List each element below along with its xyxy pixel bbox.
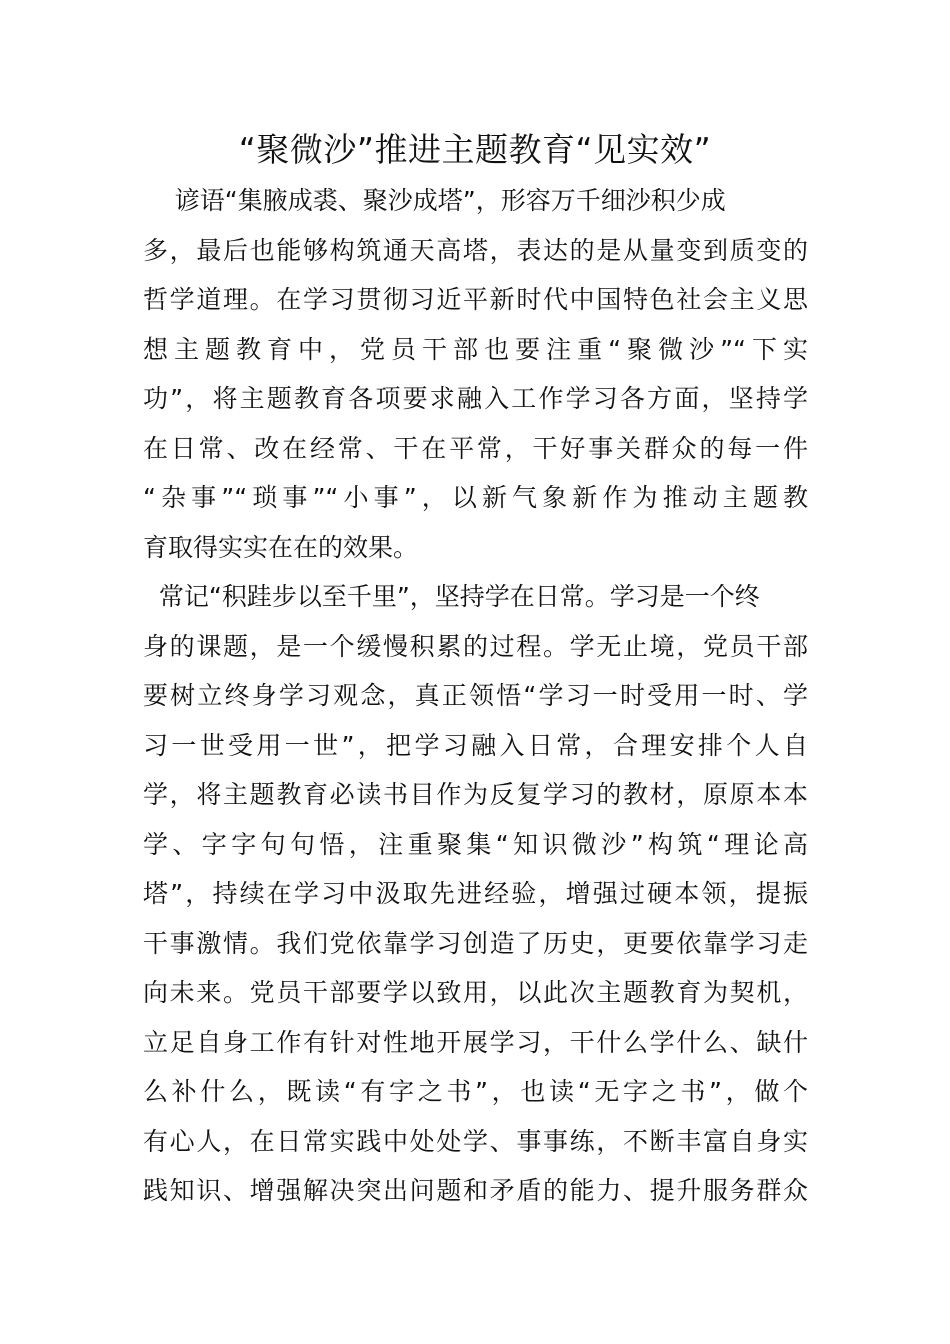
text-line: 学，将主题教育必读书目作为反复学习的教材，原原本本	[143, 780, 808, 809]
text-line: 谚语“集腋成裘、聚沙成塔”，形容万千细沙积少成	[143, 186, 726, 215]
text-line: 想主题教育中，党员干部也要注重“聚微沙”“下实	[143, 334, 808, 364]
document-title: “聚微沙”推进主题教育“见实效”	[238, 130, 712, 169]
paragraph-1	[143, 176, 808, 572]
text-line: “杂事”“琐事”“小事”，以新气象新作为推动主题教	[143, 483, 808, 512]
text-line: 塔”，持续在学习中汲取先进经验，增强过硬本领，提振	[143, 879, 808, 908]
text-line: 习一世受用一世”，把学习融入日常，合理安排个人自	[143, 730, 808, 760]
text-line: 功”，将主题教育各项要求融入工作学习各方面，坚持学	[143, 384, 808, 413]
paragraph-2	[143, 572, 808, 1216]
text-line: 身的课题，是一个缓慢积累的过程。学无止境，党员干部	[143, 631, 808, 661]
text-line: 常记“积跬步以至千里”，坚持学在日常。学习是一个终	[143, 582, 760, 611]
text-line: 立足自身工作有针对性地开展学习，干什么学什么、缺什	[143, 1027, 808, 1057]
text-line: 么补什么，既读“有字之书”，也读“无字之书”，做个	[143, 1077, 808, 1106]
text-line: 干事激情。我们党依靠学习创造了历史，更要依靠学习走	[143, 928, 808, 958]
document-body	[143, 176, 808, 1216]
text-line: 多，最后也能够构筑通天高塔，表达的是从量变到质变的	[143, 235, 808, 265]
text-line: 在日常、改在经常、干在平常，干好事关群众的每一件	[143, 433, 808, 463]
text-line: 向未来。党员干部要学以致用，以此次主题教育为契机，	[143, 978, 808, 1007]
text-line: 学、字字句句悟，注重聚集“知识微沙”构筑“理论高	[143, 829, 808, 859]
text-line: 践知识、增强解决突出问题和矛盾的能力、提升服务群众	[143, 1176, 808, 1205]
text-line: 有心人，在日常实践中处处学、事事练，不断丰富自身实	[143, 1126, 808, 1156]
text-line: 哲学道理。在学习贯彻习近平新时代中国特色社会主义思	[143, 285, 808, 314]
text-line: 要树立终身学习观念，真正领悟“学习一时受用一时、学	[143, 681, 808, 710]
text-line: 育取得实实在在的效果。	[143, 532, 419, 562]
